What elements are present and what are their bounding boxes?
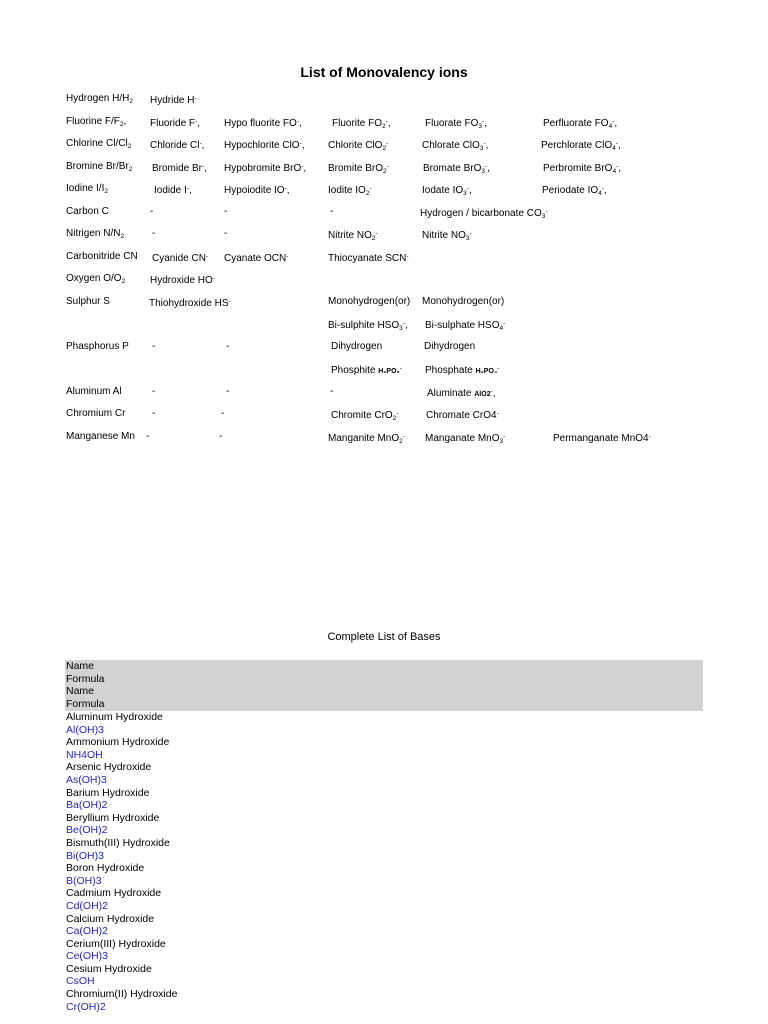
ion-cell: Carbonitride CN: [66, 250, 138, 262]
base-name: Arsenic Hydroxide: [66, 761, 152, 774]
ion-cell: Phosphate H₂PO₄-: [425, 365, 500, 376]
ion-cell: -: [146, 430, 150, 442]
ion-cell: Hypo fluorite FO-,: [224, 117, 302, 129]
ion-cell: Bromine $Br/Br_2$: [66, 160, 133, 173]
base-formula: As(OH)3: [66, 773, 107, 786]
ion-cell: -: [152, 408, 156, 419]
ion-cell: Iodate $IO_3^-$,: [422, 185, 472, 197]
ion-cell: Dihydrogen: [424, 340, 476, 352]
ion-cell: Fluoride F-,: [150, 117, 200, 129]
monovalency-ion-table: [0, 89, 768, 449]
base-formula: Al(OH)3: [66, 723, 104, 736]
ion-cell: -: [224, 205, 228, 217]
base-name: Chromium(II) Hydroxide: [66, 988, 178, 1001]
ion-cell: Iodine $I/I_2$: [66, 183, 108, 195]
ion-cell: -: [330, 205, 334, 217]
base-name: Cerium(III) Hydroxide: [66, 937, 166, 950]
ion-cell: Chromite CrO$_2$-: [331, 410, 399, 422]
ion-cell: -: [226, 340, 230, 352]
base-formula: Be(OH)2: [66, 824, 108, 837]
ion-cell: Iodide I-,: [154, 185, 192, 196]
ion-cell: Phasphorus P: [66, 340, 129, 352]
ion-cell: Nitrigen $N/N_2$: [66, 228, 125, 240]
ion-row-chlorine: [0, 134, 768, 157]
ion-cell: Fluorate $FO_3^-$,: [425, 117, 487, 130]
ion-cell: Dihydrogen: [331, 340, 383, 352]
ion-row-phosphorus-continued: [0, 359, 768, 382]
ion-cell: Bromide Br-,: [152, 162, 207, 174]
ion-cell: Chromium Cr: [66, 408, 126, 419]
base-formula: Ca(OH)2: [66, 925, 109, 938]
ion-cell: -: [152, 340, 156, 352]
ion-cell: Bi-sulphate $HSO_4^-$: [425, 320, 506, 332]
base-name: Boron Hydroxide: [66, 862, 145, 875]
ion-cell: -: [152, 228, 156, 239]
ion-cell: Monohydrogen(or): [422, 295, 505, 307]
base-name: Cesium Hydroxide: [66, 962, 152, 975]
ion-row-aluminum: [0, 382, 768, 405]
ion-cell: -: [219, 430, 223, 442]
ion-row-fluorine: [0, 112, 768, 135]
ion-cell: Hypoiodite IO-,: [224, 185, 290, 196]
ion-row-chromium: [0, 404, 768, 427]
base-name: Beryllium Hydroxide: [66, 811, 160, 824]
ion-row-bromine: [0, 157, 768, 180]
base-name: Bismuth(III) Hydroxide: [66, 836, 170, 849]
ion-row-phosphorus: [0, 337, 768, 360]
base-name: Cadmium Hydroxide: [66, 887, 162, 900]
ion-cell: -: [226, 385, 230, 397]
ion-cell: Bi-sulphite $HSO_3^-$,: [328, 320, 408, 332]
bases-list: [66, 711, 702, 1013]
base-formula: NH4OH: [66, 748, 103, 761]
ion-cell: Chlorine $Cl/Cl_2$: [66, 138, 132, 150]
ion-cell: -: [330, 385, 334, 397]
ion-row-carbonitride: [0, 247, 768, 270]
ion-cell: Iodite $IO_2^-$: [328, 185, 372, 197]
ion-row-sulphur-continued: [0, 314, 768, 337]
ion-cell: -: [224, 228, 228, 239]
ion-row-sulphur: [0, 292, 768, 315]
ion-cell: Aluminate AlO2-,: [427, 387, 496, 399]
ion-cell: Manganate MnO$_3$-: [425, 432, 506, 445]
ion-cell: Aluminum Al: [66, 385, 122, 397]
ion-cell: Perchlorate ClO$_4$-,: [541, 140, 621, 152]
ion-row-hydrogen: [0, 89, 768, 112]
ion-cell: -: [221, 408, 225, 419]
ion-cell: Oxygen $O/O_2$: [66, 273, 126, 285]
ion-cell: Fluorite $FO_2^-$,: [332, 117, 391, 130]
ion-cell: -: [150, 205, 154, 217]
ion-row-nitrogen: [0, 224, 768, 247]
ion-cell: Hydrogen $H/H_2$: [66, 93, 133, 105]
base-formula: CsOH: [66, 975, 95, 988]
ion-cell: Sulphur S: [66, 295, 110, 307]
ion-cell: Hydride H-: [150, 95, 197, 106]
ion-cell: Hypobromite BrO-,: [224, 162, 307, 174]
ion-cell: Carbon C: [66, 205, 109, 217]
ion-cell: Thiocyanate SCN-: [328, 252, 409, 264]
ion-row-manganese: [0, 427, 768, 450]
base-name: Calcium Hydroxide: [66, 912, 155, 925]
ion-cell: Bromate BrO$_3$-,: [423, 162, 490, 175]
base-name: Ammonium Hydroxide: [66, 736, 170, 749]
ion-cell: Permanganate MnO4-: [553, 432, 651, 444]
ion-row-carbon: [0, 202, 768, 225]
base-formula: Ce(OH)3: [66, 950, 109, 963]
ion-cell: -: [152, 385, 156, 397]
ion-cell: Hypochlorite ClO-,: [224, 140, 305, 151]
header-cell: Formula: [66, 672, 105, 685]
bases-table-header: [65, 660, 703, 711]
ion-cell: Bromite BrO$_2$-: [328, 162, 389, 175]
base-formula: Ba(OH)2: [66, 799, 108, 812]
ion-cell: Chloride Cl-,: [150, 140, 205, 151]
ion-cell: Nitrite $NO_2^-$: [328, 230, 378, 242]
base-formula: B(OH)3: [66, 874, 102, 887]
ion-row-iodine: [0, 179, 768, 202]
ion-row-oxygen: [0, 269, 768, 292]
header-cell: Name: [66, 660, 95, 672]
ion-cell: Phosphite H₂PO₃-: [331, 365, 402, 376]
ion-cell: Thiohydroxide HS-: [149, 297, 231, 309]
ion-cell: Periodate $IO_4^-$,: [542, 185, 607, 197]
ion-cell: Cyanate OCN-: [224, 252, 289, 264]
header-cell: Name: [66, 685, 95, 697]
bases-heading: Complete List of Bases: [327, 631, 441, 643]
base-formula: Cd(OH)2: [66, 899, 109, 912]
base-name: Aluminum Hydroxide: [66, 711, 163, 723]
header-cell: Formula: [66, 697, 105, 710]
ion-cell: Hydrogen / bicarbonate $CO_3^-$: [420, 207, 548, 220]
ion-cell: Monohydrogen(or): [328, 295, 411, 307]
ion-cell: Chlorite ClO$_2$-: [328, 140, 389, 152]
ion-cell: Chlorate ClO$_3$-,: [422, 140, 489, 152]
ion-cell: Chromate CrO4-: [426, 410, 499, 421]
ion-cell: Cyanide CN-: [152, 252, 209, 264]
ion-cell: Nitrite $NO_3^-$: [422, 230, 472, 242]
base-name: Barium Hydroxide: [66, 786, 150, 799]
page-title: List of Monovalency ions: [300, 64, 468, 80]
base-formula: Cr(OH)2: [66, 1000, 106, 1013]
ion-cell: Manganese Mn: [66, 430, 135, 442]
ion-cell: Perbromite BrO$_4$-,: [543, 162, 622, 175]
base-formula: Bi(OH)3: [66, 849, 104, 862]
ion-cell: Fluorine $F/F_2$,: [66, 115, 127, 128]
ion-cell: Manganite MnO$_2$-: [328, 432, 405, 445]
ion-cell: Hydroxide HO-: [150, 275, 215, 286]
ion-cell: Perfluorate $FO_4^-$,: [543, 117, 618, 130]
